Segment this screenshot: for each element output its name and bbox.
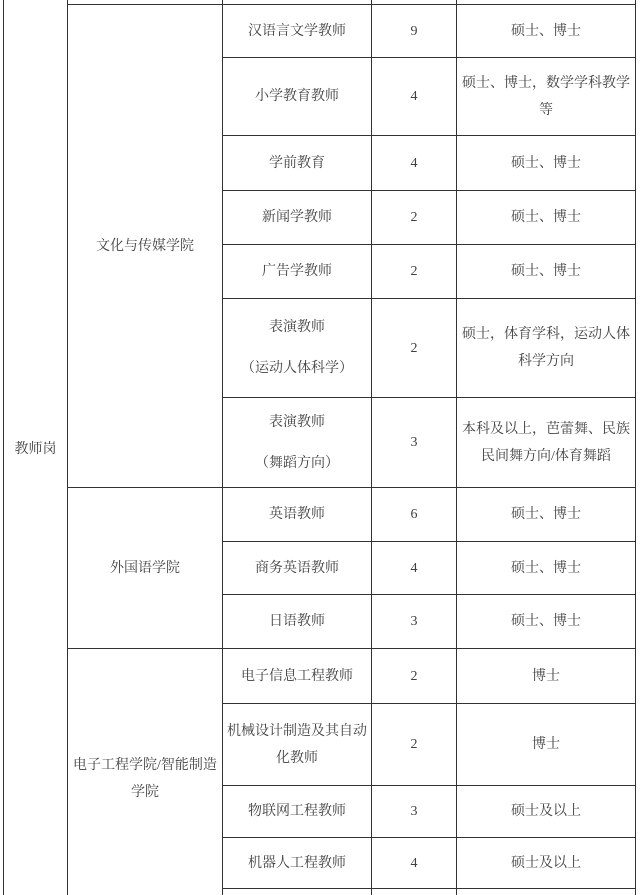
requirement-cell: 硕士及以上 [457,838,636,889]
count-cell: 4 [372,838,457,889]
requirement-cell: 本科及以上，芭蕾舞、民族民间舞方向/体育舞蹈 [457,398,636,488]
count-cell: 3 [372,786,457,838]
position-cell: 电子信息工程教师 [223,649,372,704]
position-cell: 汉语言文学教师 [223,5,372,58]
requirement-cell: 硕士及以上 [457,786,636,838]
count-cell: 3 [372,595,457,649]
position-line-1: 表演教师 [269,320,325,335]
requirement-cell: 硕士、博士 [457,595,636,649]
position-line-2: （运动人体科学） [241,361,353,376]
count-cell: 4 [372,136,457,191]
position-line-2: （舞蹈方向） [255,455,339,471]
position-cell: 物联网工程教师 [223,786,372,838]
recruitment-table [3,0,636,895]
table-row [4,488,636,542]
college-cell: 文化与传媒学院 [68,5,223,488]
requirement-cell: 硕士，体育学科，运动人体科学方向 [457,299,636,398]
count-cell: 9 [372,5,457,58]
position-cell: 学前教育 [223,136,372,191]
position-line-1: 表演教师 [269,414,325,430]
count-cell: 2 [372,704,457,786]
requirement-cell: 硕士、博士 [457,191,636,245]
position-cell: 广告学教师 [223,245,372,299]
post-category-cell: 教师岗 [4,0,68,895]
position-cell: 机器人工程教师 [223,838,372,889]
count-cell: 4 [372,58,457,136]
requirement-cell: 博士 [457,704,636,786]
count-cell: 2 [372,245,457,299]
position-cell: 商务英语教师 [223,542,372,595]
position-cell: 英语教师 [223,488,372,542]
count-cell-partial [372,889,457,895]
requirement-cell: 博士 [457,649,636,704]
requirement-cell: 硕士、博士 [457,542,636,595]
requirement-cell-partial [457,889,636,895]
count-cell: 3 [372,398,457,488]
position-cell [223,398,372,488]
requirement-cell: 硕士、博士，数学学科教学等 [457,58,636,136]
college-cell: 电子工程学院/智能制造学院 [68,649,223,895]
table-row [4,649,636,704]
count-cell: 4 [372,542,457,595]
position-cell: 日语教师 [223,595,372,649]
position-cell: 新闻学教师 [223,191,372,245]
count-cell: 2 [372,191,457,245]
college-cell: 外国语学院 [68,488,223,649]
count-cell: 2 [372,649,457,704]
requirement-cell: 硕士、博士 [457,5,636,58]
table-row [4,5,636,58]
requirement-cell: 硕士、博士 [457,488,636,542]
position-cell: 小学教育教师 [223,58,372,136]
requirement-cell: 硕士、博士 [457,245,636,299]
position-cell [223,299,372,398]
count-cell: 6 [372,488,457,542]
count-cell: 2 [372,299,457,398]
requirement-cell: 硕士、博士 [457,136,636,191]
position-cell: 机械设计制造及其自动化教师 [223,704,372,786]
position-cell-partial [223,889,372,895]
